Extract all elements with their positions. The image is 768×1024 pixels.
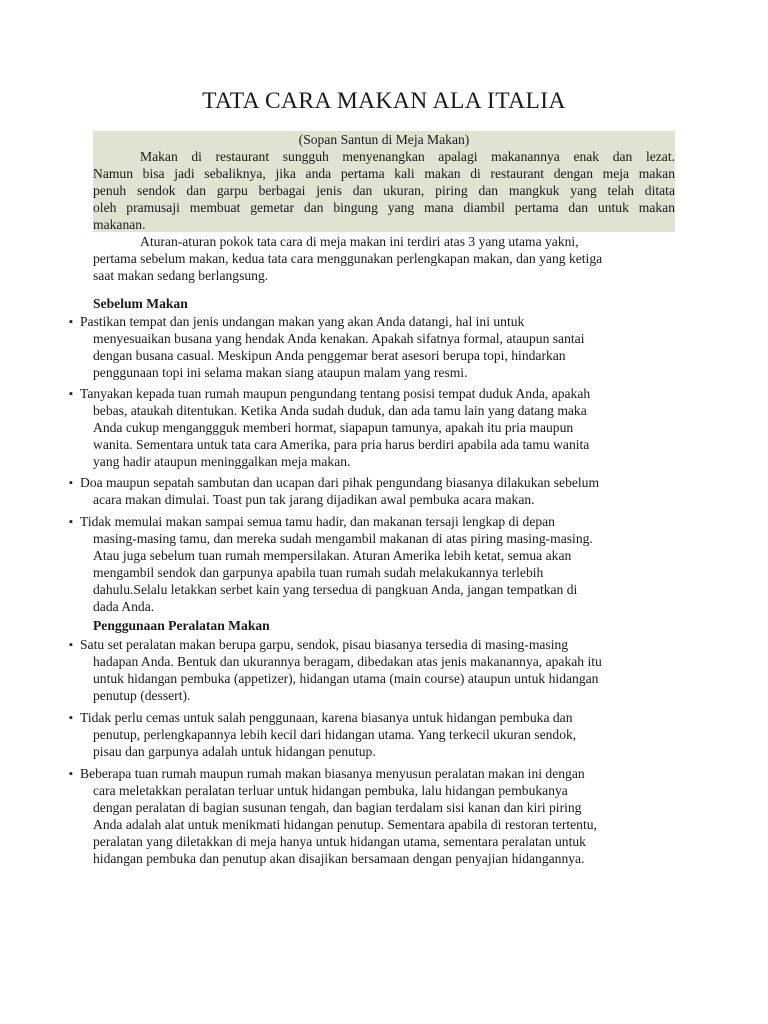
bullet-line: dengan peralatan di bagian susunan tengah, dan bagian terdalam sisi kanan dan kiri piring [93,800,582,815]
bullet-line: hadapan Anda. Bentuk dan ukurannya beragam, dibedakan atas jenis makanannya, apakah itu [93,654,602,669]
bullet-line: Tanyakan kepada tuan rumah maupun pengundang tentang posisi tempat duduk Anda, apakah [80,386,591,401]
bullet-square-icon: ▪ [69,388,73,400]
bullet-line: wanita. Sementara untuk tata cara Amerika, para pria harus berdiri apabila ada tamu wanita [93,437,590,452]
bullet-line: Satu set peralatan makan berupa garpu, sendok, pisau biasanya tersedia di masing-masing [80,637,569,652]
bullet-line: penggunaan topi ini selama makan siang ataupun malam yang resmi. [93,365,468,380]
intro-line: pertama sebelum makan, kedua tata cara menggunakan perlengkapan makan, dan yang ketiga [93,251,603,266]
bullet-line: Anda cukup menganggguk memberi hormat, siapapun tamunya, apakah itu pria maupun [93,420,574,435]
bullet-line: yang hadir ataupun meninggalkan meja makan. [93,454,351,469]
bullet-line: pisau dan garpunya adalah untuk hidangan penutup. [93,744,376,759]
bullet-square-icon: ▪ [69,712,73,724]
bullet-line: dada Anda. [93,599,155,614]
page-title: TATA CARA MAKAN ALA ITALIA [202,88,566,114]
intro-line: penuh sendok dan garpu berbagai jenis dan ukuran, piring dan mangkuk yang telah ditata [93,183,675,198]
document-subtitle: (Sopan Santun di Meja Makan) [298,132,470,147]
bullet-line: menyesuaikan busana yang hendak Anda kenakan. Apakah sifatnya formal, ataupun santai [93,331,585,346]
bullet-line: dengan busana casual. Meskipun Anda penggemar berat asesori berupa topi, hindarkan [93,348,566,363]
bullet-line: Doa maupun sepatah sambutan dan ucapan dari pihak pengundang biasanya dilakukan sebelum [80,475,600,490]
bullet-line: peralatan yang diletakkan di meja hanya untuk hidangan utama, sementara peralatan untuk [93,834,586,849]
bullet-line: Tidak memulai makan sampai semua tamu hadir, dan makanan tersaji lengkap di depan [80,514,555,529]
bullet-line: Anda adalah alat untuk menikmati hidangan penutup. Sementara apabila di restoran tertentu, [93,817,597,832]
bullet-square-icon: ▪ [69,477,73,489]
intro-line: Namun bisa jadi sebaliknya, jika anda pertama kali makan di restaurant dengan meja makan [93,166,675,181]
bullet-line: mengambil sendok dan garpunya apabila tuan rumah sudah melakukannya terlebih [93,565,544,580]
bullet-line: acara makan dimulai. Toast pun tak jarang dijadikan awal pembuka acara makan. [93,492,535,507]
bullet-line: cara meletakkan peralatan terluar untuk hidangan pembuka, lalu hidangan pembukanya [93,783,568,798]
bullet-line: dahulu.Selalu letakkan serbet kain yang tersedua di pangkuan Anda, jangan tempatkan di [93,582,578,597]
bullet-line: untuk hidangan pembuka (appetizer), hidangan utama (main course) ataupun untuk hidangan [93,671,599,686]
bullet-line: Beberapa tuan rumah maupun rumah makan biasanya menyusun peralatan makan ini dengan [80,766,585,781]
bullet-line: penutup, perlengkapannya lebih kecil dari hidangan utama. Yang terkecil ukuran sendok, [93,727,577,742]
section-heading: Penggunaan Peralatan Makan [93,618,270,633]
bullet-square-icon: ▪ [69,316,73,328]
bullet-line: masing-masing tamu, dan mereka sudah mengambil makanan di atas piring masing-masing. [93,531,593,546]
bullet-square-icon: ▪ [69,516,73,528]
intro-line: Aturan-aturan pokok tata cara di meja makan ini terdiri atas 3 yang utama yakni, [140,234,579,249]
bullet-line: Atau juga sebelum tuan rumah mempersilakan. Aturan Amerika lebih ketat, semua akan [93,548,572,563]
section-heading: Sebelum Makan [93,296,188,311]
intro-line: oleh pramusaji membuat gemetar dan bingung yang mana diambil pertama dan untuk makan [93,200,675,215]
bullet-line: penutup (dessert). [93,688,191,703]
bullet-line: bebas, ataukah ditentukan. Ketika Anda sudah duduk, dan ada tamu lain yang datang maka [93,403,587,418]
intro-line: saat makan sedang berlangsung. [93,268,269,283]
bullet-line: Tidak perlu cemas untuk salah penggunaan, karena biasanya untuk hidangan pembuka dan [80,710,573,725]
bullet-line: hidangan pembuka dan penutup akan disajikan bersamaan dengan penyajian hidangannya. [93,851,585,866]
intro-line: Makan di restaurant sungguh menyenangkan apalagi makanannya enak dan lezat. [140,149,675,164]
bullet-line: Pastikan tempat dan jenis undangan makan yang akan Anda datangi, hal ini untuk [80,314,525,329]
intro-line: makanan. [93,217,146,232]
bullet-square-icon: ▪ [69,768,73,780]
bullet-square-icon: ▪ [69,639,73,651]
